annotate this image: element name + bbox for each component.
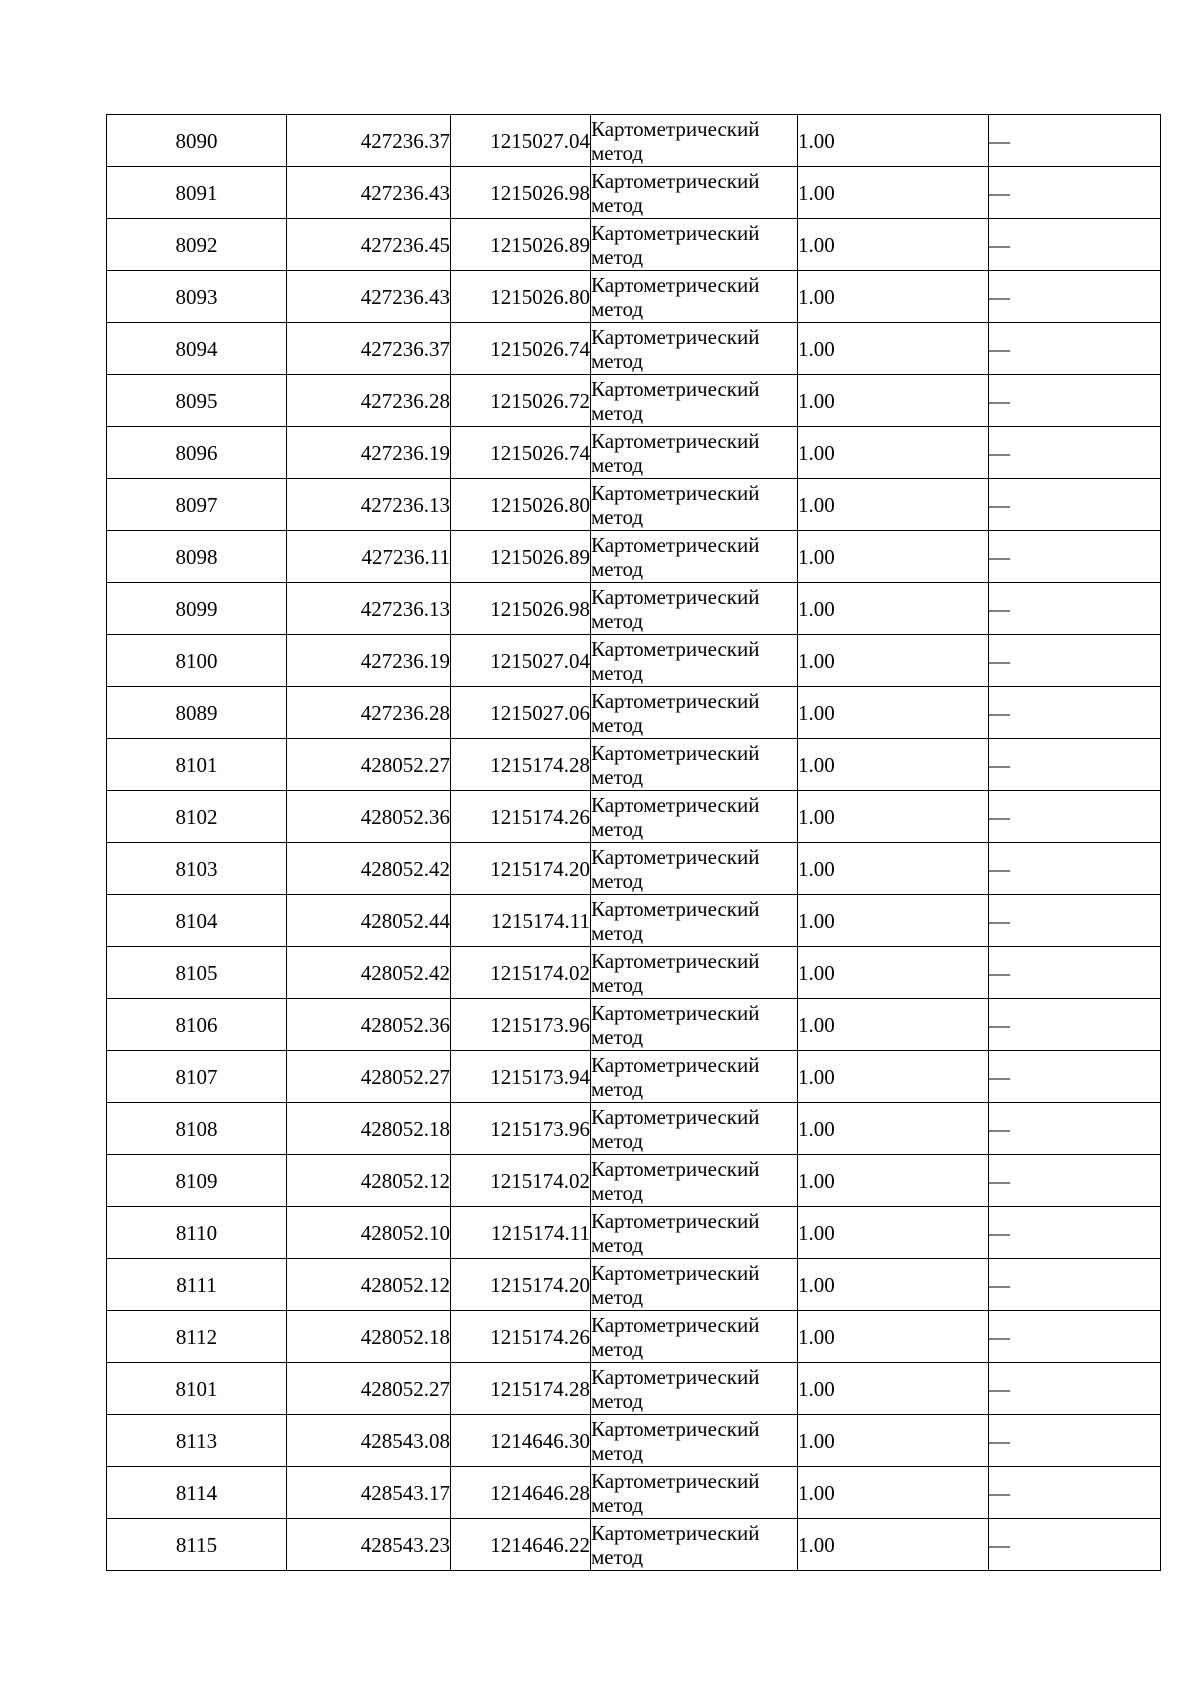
y-coordinate-cell: 1215174.02 xyxy=(451,1155,591,1207)
table-row xyxy=(107,1207,1161,1259)
y-coordinate-cell: 1215026.98 xyxy=(451,583,591,635)
point-number-cell: 8093 xyxy=(107,271,287,323)
point-number-cell: 8109 xyxy=(107,1155,287,1207)
x-coordinate-cell: 427236.13 xyxy=(287,583,451,635)
method-line-1: Картометрический xyxy=(591,1052,760,1077)
table-row xyxy=(107,947,1161,999)
accuracy-cell: 1.00 xyxy=(798,1207,989,1259)
point-number-cell: 8114 xyxy=(107,1467,287,1519)
method-cell xyxy=(591,115,798,167)
accuracy-cell: 1.00 xyxy=(798,1519,989,1571)
y-coordinate-cell: 1214646.30 xyxy=(451,1415,591,1467)
coordinates-table xyxy=(106,114,1161,1571)
method-line-1: Картометрический xyxy=(591,1156,760,1181)
point-number-cell: 8101 xyxy=(107,739,287,791)
point-number-cell: 8099 xyxy=(107,583,287,635)
method-cell xyxy=(591,167,798,219)
accuracy-cell: 1.00 xyxy=(798,999,989,1051)
point-number-cell: 8095 xyxy=(107,375,287,427)
y-coordinate-cell: 1215026.74 xyxy=(451,323,591,375)
point-number-cell: 8113 xyxy=(107,1415,287,1467)
accuracy-cell: 1.00 xyxy=(798,323,989,375)
description-cell: — xyxy=(989,427,1161,479)
x-coordinate-cell: 428052.12 xyxy=(287,1155,451,1207)
y-coordinate-cell: 1215026.74 xyxy=(451,427,591,479)
method-cell xyxy=(591,1311,798,1363)
method-cell xyxy=(591,531,798,583)
y-coordinate-cell: 1215173.94 xyxy=(451,1051,591,1103)
method-line-1: Картометрический xyxy=(591,116,760,141)
description-cell: — xyxy=(989,271,1161,323)
method-line-1: Картометрический xyxy=(591,1208,760,1233)
table-row xyxy=(107,479,1161,531)
description-cell: — xyxy=(989,375,1161,427)
method-line-2: метод xyxy=(591,348,644,373)
table-row xyxy=(107,999,1161,1051)
method-line-2: метод xyxy=(591,1180,644,1205)
method-line-2: метод xyxy=(591,868,644,893)
x-coordinate-cell: 428052.36 xyxy=(287,791,451,843)
table-row xyxy=(107,687,1161,739)
method-cell xyxy=(591,323,798,375)
point-number-cell: 8092 xyxy=(107,219,287,271)
y-coordinate-cell: 1214646.22 xyxy=(451,1519,591,1571)
method-line-2: метод xyxy=(591,764,644,789)
method-line-2: метод xyxy=(591,296,644,321)
description-cell: — xyxy=(989,1467,1161,1519)
x-coordinate-cell: 427236.28 xyxy=(287,375,451,427)
point-number-cell: 8105 xyxy=(107,947,287,999)
x-coordinate-cell: 427236.19 xyxy=(287,635,451,687)
x-coordinate-cell: 428052.42 xyxy=(287,843,451,895)
method-cell xyxy=(591,219,798,271)
x-coordinate-cell: 428543.17 xyxy=(287,1467,451,1519)
description-cell: — xyxy=(989,687,1161,739)
point-number-cell: 8102 xyxy=(107,791,287,843)
accuracy-cell: 1.00 xyxy=(798,479,989,531)
method-line-2: метод xyxy=(591,920,644,945)
method-line-1: Картометрический xyxy=(591,376,760,401)
method-line-1: Картометрический xyxy=(591,220,760,245)
method-cell xyxy=(591,583,798,635)
method-cell xyxy=(591,791,798,843)
point-number-cell: 8101 xyxy=(107,1363,287,1415)
description-cell: — xyxy=(989,583,1161,635)
accuracy-cell: 1.00 xyxy=(798,739,989,791)
method-line-1: Картометрический xyxy=(591,428,760,453)
description-cell: — xyxy=(989,1363,1161,1415)
point-number-cell: 8108 xyxy=(107,1103,287,1155)
x-coordinate-cell: 427236.28 xyxy=(287,687,451,739)
point-number-cell: 8106 xyxy=(107,999,287,1051)
method-cell xyxy=(591,427,798,479)
description-cell: — xyxy=(989,323,1161,375)
description-cell: — xyxy=(989,1207,1161,1259)
method-cell xyxy=(591,479,798,531)
x-coordinate-cell: 427236.37 xyxy=(287,323,451,375)
table-row xyxy=(107,167,1161,219)
x-coordinate-cell: 428543.23 xyxy=(287,1519,451,1571)
table-row xyxy=(107,219,1161,271)
accuracy-cell: 1.00 xyxy=(798,115,989,167)
y-coordinate-cell: 1215026.89 xyxy=(451,219,591,271)
table-row xyxy=(107,1363,1161,1415)
coordinates-table-body xyxy=(107,115,1161,1571)
method-line-1: Картометрический xyxy=(591,1000,760,1025)
method-line-1: Картометрический xyxy=(591,168,760,193)
x-coordinate-cell: 428052.27 xyxy=(287,739,451,791)
y-coordinate-cell: 1214646.28 xyxy=(451,1467,591,1519)
table-row xyxy=(107,1415,1161,1467)
table-row xyxy=(107,1311,1161,1363)
method-line-1: Картометрический xyxy=(591,1416,760,1441)
method-line-2: метод xyxy=(591,1388,644,1413)
accuracy-cell: 1.00 xyxy=(798,895,989,947)
method-cell xyxy=(591,1519,798,1571)
y-coordinate-cell: 1215026.89 xyxy=(451,531,591,583)
method-line-2: метод xyxy=(591,192,644,217)
description-cell: — xyxy=(989,1155,1161,1207)
point-number-cell: 8107 xyxy=(107,1051,287,1103)
point-number-cell: 8103 xyxy=(107,843,287,895)
method-line-1: Картометрический xyxy=(591,896,760,921)
method-line-2: метод xyxy=(591,660,644,685)
point-number-cell: 8096 xyxy=(107,427,287,479)
description-cell: — xyxy=(989,1415,1161,1467)
x-coordinate-cell: 427236.37 xyxy=(287,115,451,167)
x-coordinate-cell: 428052.36 xyxy=(287,999,451,1051)
method-cell xyxy=(591,999,798,1051)
method-line-2: метод xyxy=(591,1284,644,1309)
table-row xyxy=(107,1467,1161,1519)
description-cell: — xyxy=(989,1259,1161,1311)
method-line-1: Картометрический xyxy=(591,532,760,557)
description-cell: — xyxy=(989,1103,1161,1155)
method-cell xyxy=(591,1259,798,1311)
description-cell: — xyxy=(989,843,1161,895)
point-number-cell: 8089 xyxy=(107,687,287,739)
description-cell: — xyxy=(989,1519,1161,1571)
accuracy-cell: 1.00 xyxy=(798,531,989,583)
accuracy-cell: 1.00 xyxy=(798,1467,989,1519)
description-cell: — xyxy=(989,739,1161,791)
method-cell xyxy=(591,375,798,427)
method-line-1: Картометрический xyxy=(591,1468,760,1493)
method-line-2: метод xyxy=(591,1076,644,1101)
method-line-2: метод xyxy=(591,608,644,633)
method-line-1: Картометрический xyxy=(591,1312,760,1337)
method-line-2: метод xyxy=(591,1232,644,1257)
x-coordinate-cell: 427236.43 xyxy=(287,271,451,323)
y-coordinate-cell: 1215026.80 xyxy=(451,479,591,531)
table-row xyxy=(107,895,1161,947)
description-cell: — xyxy=(989,1051,1161,1103)
x-coordinate-cell: 427236.13 xyxy=(287,479,451,531)
method-line-1: Картометрический xyxy=(591,1260,760,1285)
table-row xyxy=(107,531,1161,583)
table-row xyxy=(107,1103,1161,1155)
description-cell: — xyxy=(989,1311,1161,1363)
method-cell xyxy=(591,739,798,791)
point-number-cell: 8097 xyxy=(107,479,287,531)
point-number-cell: 8111 xyxy=(107,1259,287,1311)
table-row xyxy=(107,1051,1161,1103)
description-cell: — xyxy=(989,895,1161,947)
x-coordinate-cell: 428052.27 xyxy=(287,1051,451,1103)
method-line-2: метод xyxy=(591,972,644,997)
table-row xyxy=(107,1155,1161,1207)
method-line-1: Картометрический xyxy=(591,272,760,297)
method-line-1: Картометрический xyxy=(591,636,760,661)
x-coordinate-cell: 427236.43 xyxy=(287,167,451,219)
accuracy-cell: 1.00 xyxy=(798,947,989,999)
method-line-2: метод xyxy=(591,400,644,425)
x-coordinate-cell: 428052.18 xyxy=(287,1103,451,1155)
y-coordinate-cell: 1215027.04 xyxy=(451,115,591,167)
x-coordinate-cell: 428052.44 xyxy=(287,895,451,947)
method-cell xyxy=(591,1415,798,1467)
y-coordinate-cell: 1215026.72 xyxy=(451,375,591,427)
method-line-2: метод xyxy=(591,816,644,841)
accuracy-cell: 1.00 xyxy=(798,1155,989,1207)
point-number-cell: 8090 xyxy=(107,115,287,167)
accuracy-cell: 1.00 xyxy=(798,687,989,739)
y-coordinate-cell: 1215174.28 xyxy=(451,739,591,791)
method-cell xyxy=(591,1207,798,1259)
accuracy-cell: 1.00 xyxy=(798,1311,989,1363)
y-coordinate-cell: 1215173.96 xyxy=(451,1103,591,1155)
y-coordinate-cell: 1215174.26 xyxy=(451,1311,591,1363)
point-number-cell: 8091 xyxy=(107,167,287,219)
method-line-1: Картометрический xyxy=(591,844,760,869)
y-coordinate-cell: 1215174.11 xyxy=(451,895,591,947)
description-cell: — xyxy=(989,791,1161,843)
accuracy-cell: 1.00 xyxy=(798,1415,989,1467)
accuracy-cell: 1.00 xyxy=(798,1363,989,1415)
method-line-2: метод xyxy=(591,556,644,581)
method-line-2: метод xyxy=(591,1336,644,1361)
description-cell: — xyxy=(989,635,1161,687)
method-line-1: Картометрический xyxy=(591,688,760,713)
description-cell: — xyxy=(989,947,1161,999)
accuracy-cell: 1.00 xyxy=(798,843,989,895)
method-line-2: метод xyxy=(591,1128,644,1153)
y-coordinate-cell: 1215174.11 xyxy=(451,1207,591,1259)
x-coordinate-cell: 427236.11 xyxy=(287,531,451,583)
table-row xyxy=(107,739,1161,791)
method-cell xyxy=(591,895,798,947)
table-row xyxy=(107,843,1161,895)
method-line-1: Картометрический xyxy=(591,792,760,817)
method-cell xyxy=(591,687,798,739)
method-line-1: Картометрический xyxy=(591,1364,760,1389)
table-row xyxy=(107,115,1161,167)
x-coordinate-cell: 428052.18 xyxy=(287,1311,451,1363)
method-line-2: метод xyxy=(591,712,644,737)
table-row xyxy=(107,1519,1161,1571)
method-line-1: Картометрический xyxy=(591,324,760,349)
method-line-1: Картометрический xyxy=(591,948,760,973)
accuracy-cell: 1.00 xyxy=(798,1103,989,1155)
y-coordinate-cell: 1215173.96 xyxy=(451,999,591,1051)
accuracy-cell: 1.00 xyxy=(798,635,989,687)
table-row xyxy=(107,427,1161,479)
y-coordinate-cell: 1215174.20 xyxy=(451,1259,591,1311)
accuracy-cell: 1.00 xyxy=(798,1259,989,1311)
y-coordinate-cell: 1215026.98 xyxy=(451,167,591,219)
y-coordinate-cell: 1215026.80 xyxy=(451,271,591,323)
accuracy-cell: 1.00 xyxy=(798,271,989,323)
accuracy-cell: 1.00 xyxy=(798,219,989,271)
method-line-2: метод xyxy=(591,1024,644,1049)
x-coordinate-cell: 427236.19 xyxy=(287,427,451,479)
table-row xyxy=(107,1259,1161,1311)
method-cell xyxy=(591,1363,798,1415)
method-cell xyxy=(591,1051,798,1103)
table-row xyxy=(107,583,1161,635)
point-number-cell: 8094 xyxy=(107,323,287,375)
point-number-cell: 8115 xyxy=(107,1519,287,1571)
x-coordinate-cell: 428543.08 xyxy=(287,1415,451,1467)
accuracy-cell: 1.00 xyxy=(798,167,989,219)
accuracy-cell: 1.00 xyxy=(798,791,989,843)
method-cell xyxy=(591,1467,798,1519)
method-cell xyxy=(591,635,798,687)
table-row xyxy=(107,323,1161,375)
method-line-2: метод xyxy=(591,504,644,529)
y-coordinate-cell: 1215174.20 xyxy=(451,843,591,895)
accuracy-cell: 1.00 xyxy=(798,375,989,427)
y-coordinate-cell: 1215174.02 xyxy=(451,947,591,999)
x-coordinate-cell: 427236.45 xyxy=(287,219,451,271)
x-coordinate-cell: 428052.12 xyxy=(287,1259,451,1311)
method-line-1: Картометрический xyxy=(591,740,760,765)
method-line-2: метод xyxy=(591,1492,644,1517)
x-coordinate-cell: 428052.42 xyxy=(287,947,451,999)
table-row xyxy=(107,271,1161,323)
method-cell xyxy=(591,1103,798,1155)
method-cell xyxy=(591,843,798,895)
y-coordinate-cell: 1215174.26 xyxy=(451,791,591,843)
table-row xyxy=(107,375,1161,427)
point-number-cell: 8110 xyxy=(107,1207,287,1259)
method-line-1: Картометрический xyxy=(591,480,760,505)
table-row xyxy=(107,791,1161,843)
table-row xyxy=(107,635,1161,687)
method-line-1: Картометрический xyxy=(591,1104,760,1129)
method-cell xyxy=(591,1155,798,1207)
description-cell: — xyxy=(989,219,1161,271)
accuracy-cell: 1.00 xyxy=(798,583,989,635)
description-cell: — xyxy=(989,479,1161,531)
y-coordinate-cell: 1215174.28 xyxy=(451,1363,591,1415)
method-line-2: метод xyxy=(591,1544,644,1569)
method-line-2: метод xyxy=(591,452,644,477)
x-coordinate-cell: 428052.10 xyxy=(287,1207,451,1259)
y-coordinate-cell: 1215027.04 xyxy=(451,635,591,687)
method-cell xyxy=(591,947,798,999)
description-cell: — xyxy=(989,167,1161,219)
method-cell xyxy=(591,271,798,323)
point-number-cell: 8104 xyxy=(107,895,287,947)
x-coordinate-cell: 428052.27 xyxy=(287,1363,451,1415)
point-number-cell: 8112 xyxy=(107,1311,287,1363)
method-line-1: Картометрический xyxy=(591,584,760,609)
description-cell: — xyxy=(989,115,1161,167)
method-line-2: метод xyxy=(591,244,644,269)
point-number-cell: 8100 xyxy=(107,635,287,687)
description-cell: — xyxy=(989,999,1161,1051)
accuracy-cell: 1.00 xyxy=(798,1051,989,1103)
accuracy-cell: 1.00 xyxy=(798,427,989,479)
method-line-1: Картометрический xyxy=(591,1520,760,1545)
method-line-2: метод xyxy=(591,1440,644,1465)
y-coordinate-cell: 1215027.06 xyxy=(451,687,591,739)
point-number-cell: 8098 xyxy=(107,531,287,583)
description-cell: — xyxy=(989,531,1161,583)
method-line-2: метод xyxy=(591,140,644,165)
